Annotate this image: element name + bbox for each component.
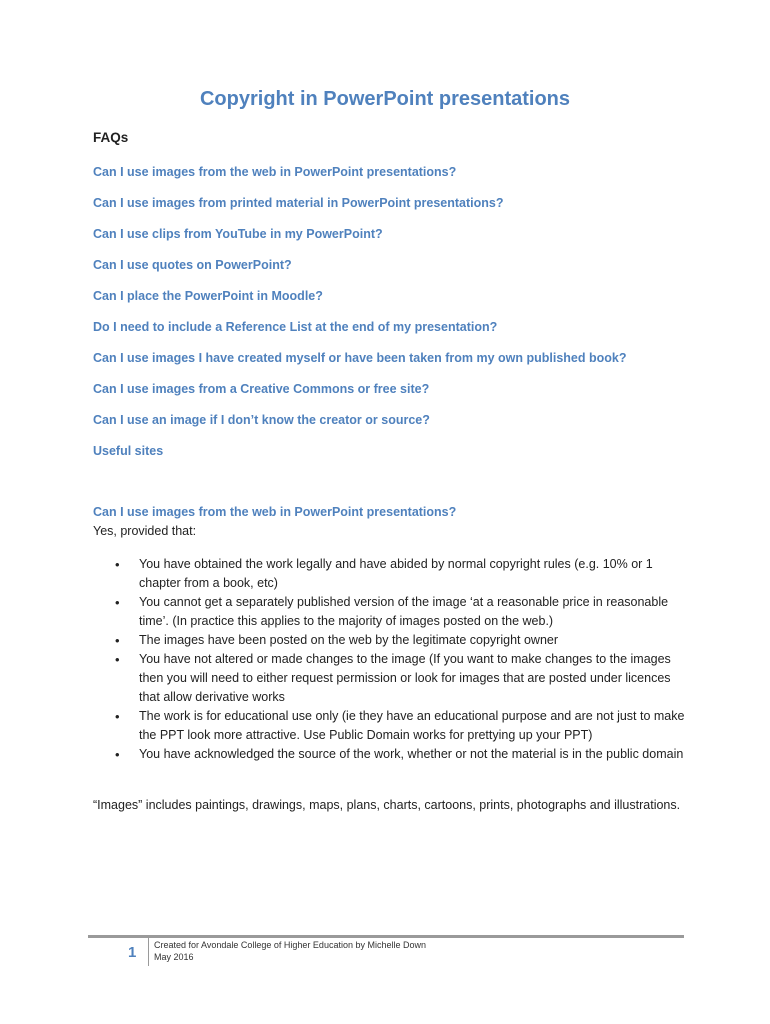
faq-link-list	[93, 164, 627, 474]
faqs-heading: FAQs	[93, 130, 129, 145]
condition-item: • You have obtained the work legally and have abided by normal copyright rules (e.g. 10% or 1 chapter from a book, etc)	[93, 555, 693, 593]
faq-link-quotes[interactable]: Can I use quotes on PowerPoint?	[93, 258, 292, 272]
page-number: 1	[128, 944, 137, 961]
faq-link-item	[93, 288, 627, 319]
faq-link-item	[93, 412, 627, 443]
faq-link-item	[93, 164, 627, 195]
conditions-list	[93, 555, 693, 764]
footer-credit-line: Created for Avondale College of Higher Education by Michelle Down	[154, 940, 426, 950]
faq-link-printed-images[interactable]: Can I use images from printed material in PowerPoint presentations?	[93, 196, 504, 210]
faq-link-unknown-source[interactable]: Can I use an image if I don’t know the creator or source?	[93, 413, 430, 427]
faq-link-item	[93, 195, 627, 226]
condition-item: • The work is for educational use only (ie they have an educational purpose and are not just to make the PPT look more attractive. Use Public Domain works for prettying up your PPT)	[93, 707, 693, 745]
faq-link-item	[93, 257, 627, 288]
faq-link-creative-commons[interactable]: Can I use images from a Creative Commons or free site?	[93, 382, 430, 396]
faq-link-youtube-clips[interactable]: Can I use clips from YouTube in my PowerPoint?	[93, 227, 383, 241]
faq-link-reference-list[interactable]: Do I need to include a Reference List at the end of my presentation?	[93, 320, 498, 334]
footer-date: May 2016	[154, 952, 194, 962]
condition-item: • You cannot get a separately published version of the image ‘at a reasonable price in reasonable time’. (In practice this applies to the majority of images posted on the web.)	[93, 593, 693, 631]
faq-link-moodle[interactable]: Can I place the PowerPoint in Moodle?	[93, 289, 323, 303]
faq-link-item	[93, 226, 627, 257]
footer-credit	[154, 939, 426, 963]
condition-item: • The images have been posted on the web by the legitimate copyright owner	[93, 631, 693, 650]
condition-item: • You have acknowledged the source of the work, whether or not the material is in the public domain	[93, 745, 693, 764]
section-intro: Yes, provided that:	[93, 524, 197, 538]
faq-link-useful-sites[interactable]: Useful sites	[93, 444, 164, 458]
faq-link-own-images[interactable]: Can I use images I have created myself or have been taken from my own published book?	[93, 351, 627, 365]
images-definition-note: “Images” includes paintings, drawings, maps, plans, charts, cartoons, prints, photographs and illustrations.	[93, 798, 681, 812]
faq-link-item	[93, 319, 627, 350]
footer-rule	[88, 935, 684, 938]
faq-link-web-images[interactable]: Can I use images from the web in PowerPoint presentations?	[93, 165, 457, 179]
footer-divider	[148, 938, 149, 966]
page-title: Copyright in PowerPoint presentations	[199, 88, 571, 110]
condition-item: • You have not altered or made changes to the image (If you want to make changes to the images then you will need to either request permission or look for images that are posted under licences that allow derivative works	[93, 650, 693, 707]
faq-link-item	[93, 381, 627, 412]
faq-link-item	[93, 443, 627, 474]
faq-link-item	[93, 350, 627, 381]
section-heading: Can I use images from the web in PowerPoint presentations?	[93, 505, 457, 519]
